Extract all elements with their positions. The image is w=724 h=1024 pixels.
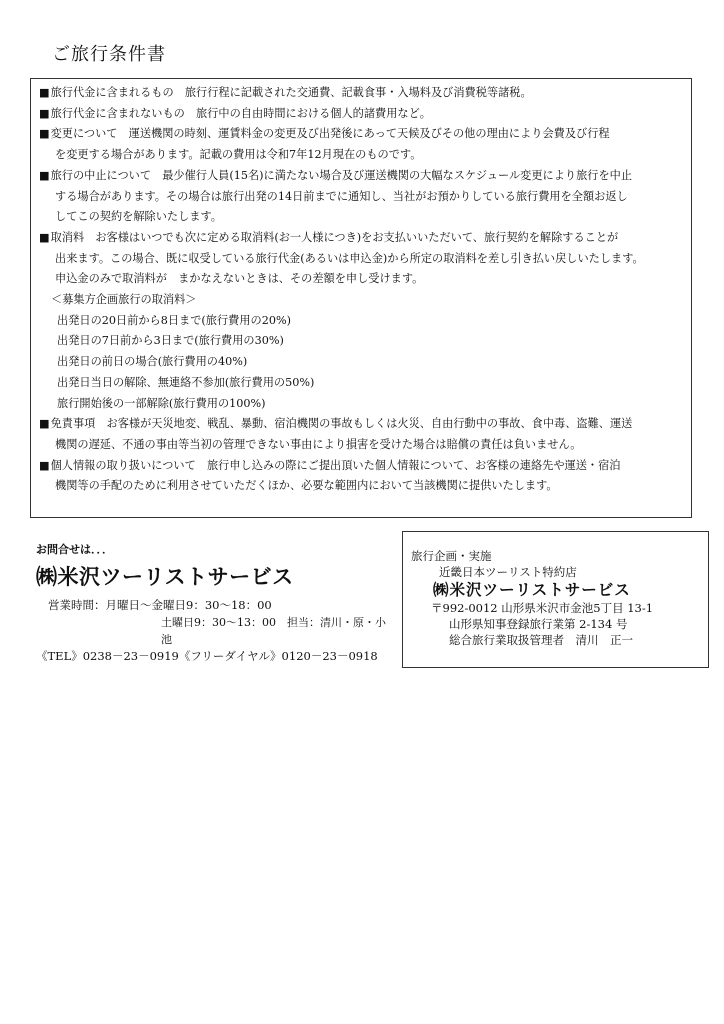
term-cancellation-cont: してこの契約を解除いたします。 [55, 210, 222, 224]
business-hours-weekday: 営業時間：月曜日～金曜日9：30～18：00 [48, 598, 272, 612]
term-excluded: ■ 旅行代金に含まれないもの 旅行中の自由時間における個人的諸費用など。 [39, 104, 685, 125]
organizer-manager: 総合旅行業取扱管理者 清川 正一 [449, 633, 633, 647]
organizer-address: 〒992-0012 山形県米沢市金池5丁目 13-1 [431, 601, 654, 615]
term-cancellation-cont: する場合があります。その場合は旅行出発の14日前までに通知し、当社がお預かりしている旅行費用を全額お返し [55, 189, 628, 203]
term-fee-cont: 出来ます。この場合、既に収受している旅行代金(あるいは申込金)から所定の取消料を差し引き払い戻しいたします。 [55, 251, 644, 265]
term-change-cont: を変更する場合があります。記載の費用は令和7年12月現在のものです。 [55, 148, 422, 162]
page-title: ご旅行条件書 [52, 44, 166, 65]
term-exemption: ■ 免責事項 お客様が天災地変、戦乱、暴動、宿泊機関の事故もしくは火災、自由行動中の事故、食中毒、盗難、運送 [39, 414, 685, 435]
organizer-agency: 近畿日本ツーリスト特約店 [439, 565, 577, 579]
term-fee-cont: 申込金のみで取消料が まかなえないときは、その差額を申し受けます。 [55, 272, 424, 286]
term-privacy-cont: 機関等の手配のために利用させていただくほか、必要な範囲内において当該機関に提供いたします。 [55, 479, 558, 493]
fee-item: 旅行開始後の一部解除(旅行費用の100%) [57, 396, 266, 410]
term-privacy: ■ 個人情報の取り扱いについて 旅行申し込みの際にご提出頂いた個人情報について、お客様の連絡先や運送・宿泊 [39, 456, 685, 477]
term-fee: ■ 取消料 お客様はいつでも次に定める取消料(お一人様につき)をお支払いいただいて、旅行契約を解除することが [39, 228, 685, 249]
term-change: ■ 変更について 運送機関の時刻、運賃料金の変更及び出発後にあって天候及びその他の理由により会費及び行程 [39, 124, 685, 145]
fee-item: 出発日当日の解除、無連絡不参加(旅行費用の50%) [57, 375, 315, 389]
contact-section [36, 541, 396, 665]
phone-numbers: 《TEL》0238－23－0919《フリーダイヤル》0120－23－0918 [36, 649, 378, 663]
term-exemption-cont: 機関の遅延、不通の事由等当初の管理できない事由により損害を受けた場合は賠償の責任は負いません。 [55, 437, 582, 451]
organizer-registration: 山形県知事登録旅行業第 2-134 号 [449, 617, 628, 631]
organizer-box [402, 531, 709, 668]
fee-item: 出発日の20日前から8日まで(旅行費用の20%) [57, 313, 291, 327]
terms-box [30, 78, 692, 518]
organizer-company-name: ㈱米沢ツーリストサービス [433, 581, 631, 599]
fee-heading: ＜募集方企画旅行の取消料＞ [51, 293, 197, 307]
organizer-heading: 旅行企画・実施 [411, 549, 492, 563]
business-hours-saturday: 土曜日9：30～13：00 担当：清川・原・小池 [161, 616, 386, 646]
fee-item: 出発日の前日の場合(旅行費用の40%) [57, 355, 248, 369]
fee-item: 出発日の7日前から3日まで(旅行費用の30%) [57, 334, 284, 348]
contact-intro: お問合せは．．． [36, 543, 113, 556]
term-cancellation: ■ 旅行の中止について 最少催行人員(15名)に満たない場合及び運送機関の大幅なスケジュール変更により旅行を中止 [39, 166, 685, 187]
term-included: ■ 旅行代金に含まれるもの 旅行行程に記載された交通費、記載食事・入場料及び消費税等諸税。 [39, 83, 685, 104]
contact-company-name: ㈱米沢ツーリストサービス [36, 565, 294, 589]
